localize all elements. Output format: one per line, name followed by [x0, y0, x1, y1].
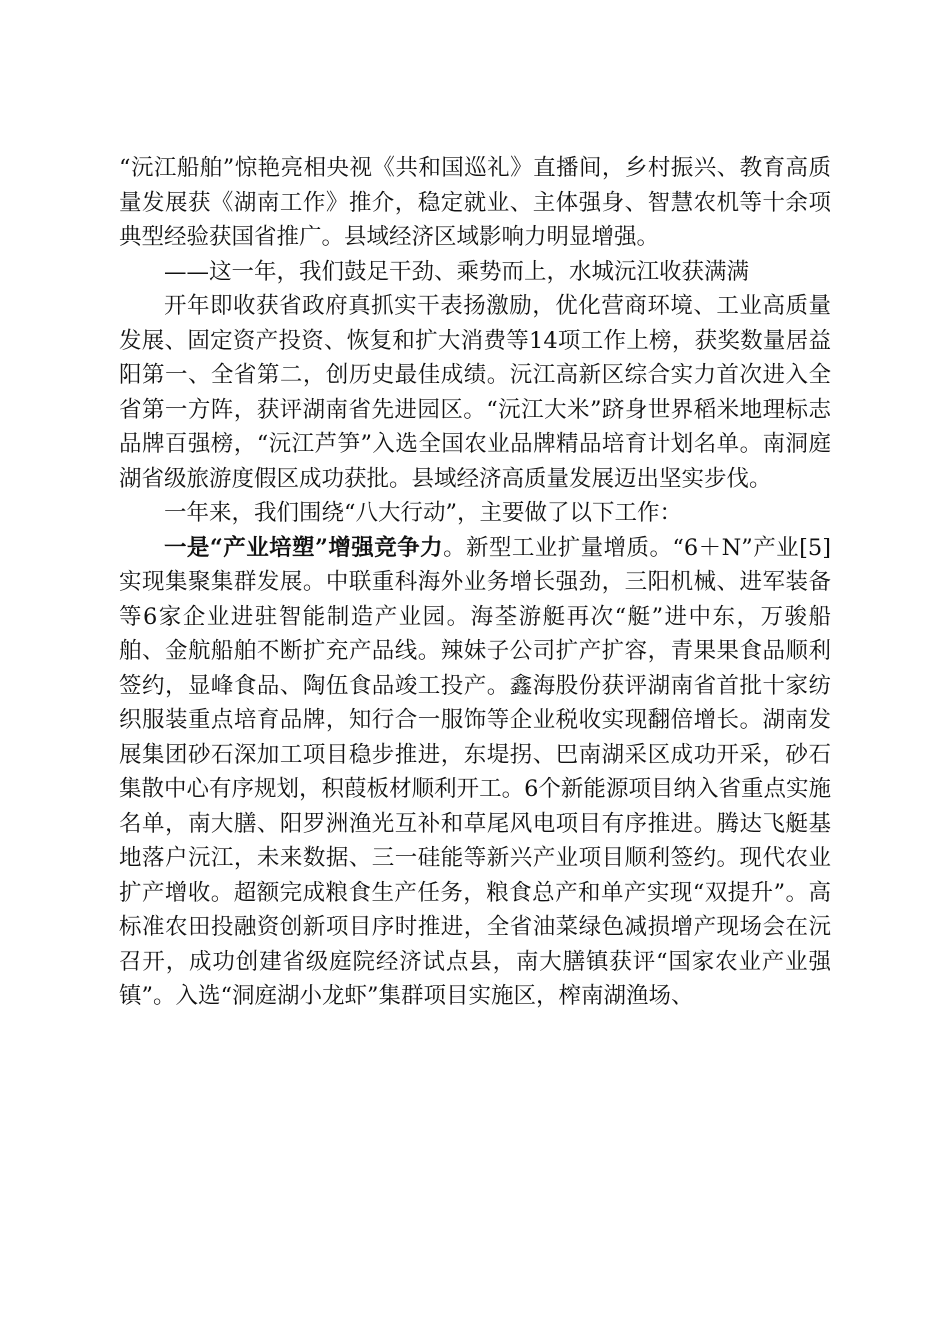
paragraph-industry-body: 。新型工业扩量增质。“6＋N”产业[5]实现集聚集群发展。中联重科海外业务增长强劲，三阳机械、进军装备等6家企业进驻智能制造产业园。海荃游艇再次“艇”进中东，万骏船舶、金航船舶不断扩充产品线。辣妹子公司扩产扩容，青果果食品顺利签约，显峰食品、陶伍食品竣工投产。鑫海股份获评湖南省首批十家纺织服装重点培育品牌，知行合一服饰等企业税收实现翻倍增长。湖南发展集团砂石深加工项目稳步推进，东堤拐、巴南湖采区成功开采，砂石集散中心有序规划，积葭板材顺利开工。6个新能源项目纳入省重点实施名单，南大膳、阳罗洲渔光互补和草尾风电项目有序推进。腾达飞艇基地落户沅江，未来数据、三一硅能等新兴产业项目顺利签约。现代农业扩产增收。超额完成粮食生产任务，粮食总产和单产实现“双提升”。高标准农田投融资创新项目序时推进，全省油菜绿色减损增产现场会在沅召开，成功创建省级庭院经济试点县，南大膳镇获评“国家农业产业强镇”。入选“洞庭湖小龙虾”集群项目实施区，榨南湖渔场、: [119, 534, 831, 1009]
paragraph-section-heading: ——这一年，我们鼓足干劲、乘势而上，水城沅江收获满满: [164, 258, 750, 285]
paragraph-achievements: 开年即收获省政府真抓实干表扬激励，优化营商环境、工业高质量发展、固定资产投资、恢复和扩大消费等14项工作上榜，获奖数量居益阳第一、全省第二，创历史最佳成绩。沅江高新区综合实力首次进入全省第一方阵，获评湖南省先进园区。“沅江大米”跻身世界稻米地理标志品牌百强榜，“沅江芦笋”入选全国农业品牌精品培育计划名单。南洞庭湖省级旅游度假区成功获批。县域经济高质量发展迈出坚实步伐。: [119, 293, 831, 492]
paragraph-work-intro: 一年来，我们围绕“八大行动”，主要做了以下工作：: [164, 500, 683, 526]
document-page: [119, 151, 831, 1014]
paragraph-continuation: “沅江船舶”惊艳亮相央视《共和国巡礼》直播间，乡村振兴、教育高质量发展获《湖南工作》推介，稳定就业、主体强身、智慧农机等十余项典型经验获国省推广。县域经济区域影响力明显增强。: [119, 155, 831, 250]
paragraph-bold-lead: 一是“产业培塑”增强竞争力: [164, 534, 444, 561]
paragraph-industry: [119, 531, 831, 1014]
